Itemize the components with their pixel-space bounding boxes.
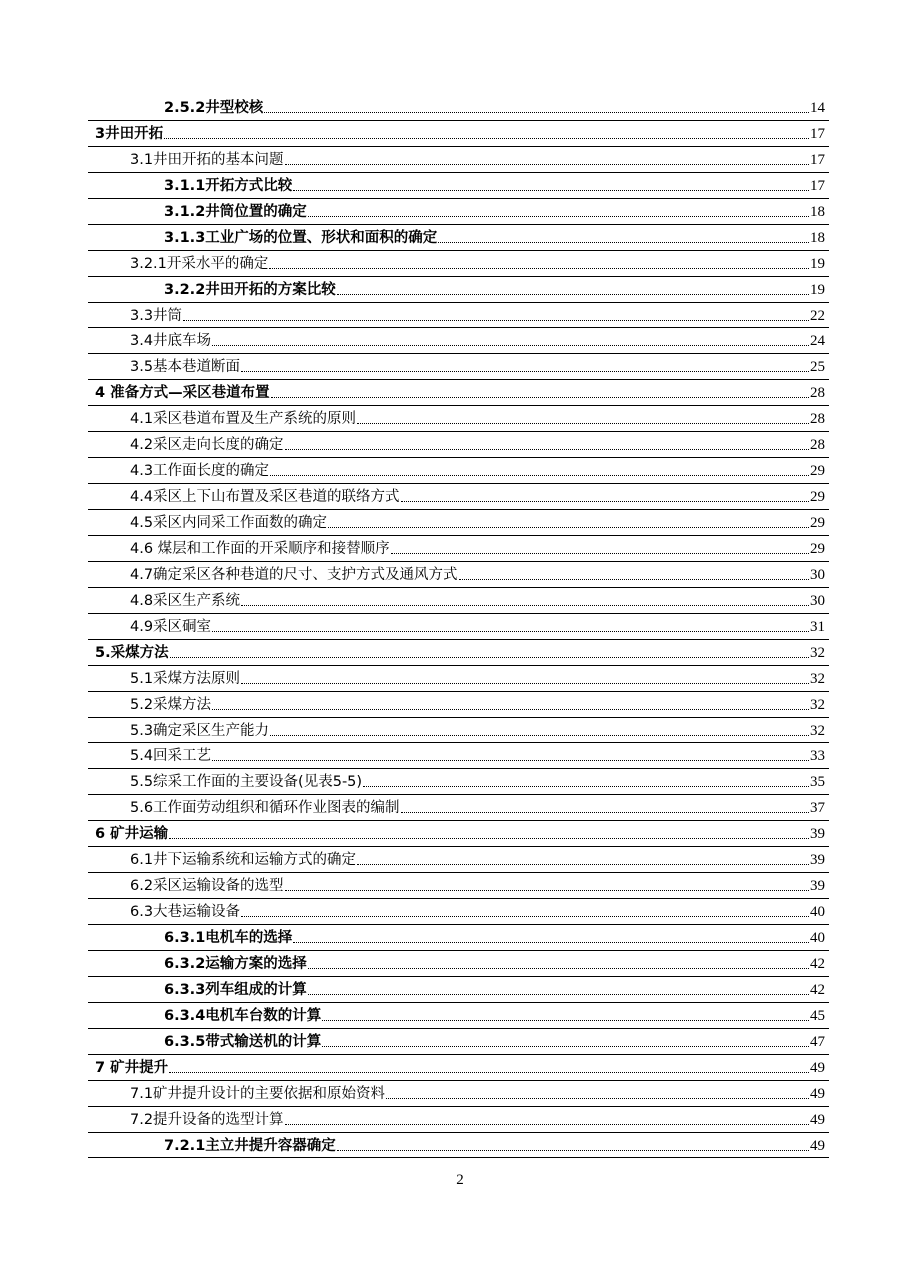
toc-entry-title: 5.1采煤方法原则 [130, 670, 241, 687]
toc-entry[interactable] [95, 124, 825, 144]
toc-row [0, 925, 920, 951]
toc-entry[interactable] [130, 150, 825, 170]
toc-entry-title: 4.5采区内同采工作面数的确定 [130, 515, 328, 531]
toc-row [0, 277, 920, 303]
toc-dot-leader [285, 890, 809, 891]
toc-row [0, 692, 920, 718]
toc-row [0, 251, 920, 277]
table-of-contents [0, 95, 920, 1158]
toc-entry-page: 29 [810, 489, 825, 506]
toc-entry-page: 29 [810, 515, 825, 531]
toc-entry[interactable] [130, 435, 825, 455]
toc-entry-title: 3.1.3工业广场的位置、形状和面积的确定 [164, 229, 438, 246]
toc-dot-leader [285, 449, 809, 450]
toc-entry-page: 33 [810, 748, 825, 765]
toc-row [0, 1003, 920, 1029]
toc-entry-title: 7.2.1主立井提升容器确定 [164, 1137, 336, 1154]
toc-entry-title: 2.5.2井型校核 [164, 100, 264, 116]
toc-row [0, 743, 920, 769]
toc-entry-page: 42 [810, 955, 825, 972]
toc-entry-title: 3.1井田开拓的基本问题 [130, 151, 284, 168]
toc-entry[interactable] [164, 1032, 825, 1052]
toc-entry[interactable] [130, 772, 825, 792]
toc-entry-title: 3.4井底车场 [130, 333, 212, 350]
page-number: 2 [456, 1172, 464, 1188]
toc-entry-title: 5.采煤方法 [95, 644, 169, 661]
toc-entry-page: 49 [810, 1111, 825, 1128]
toc-entry-title: 6.2采区运输设备的选型 [130, 878, 284, 895]
toc-entry-title: 6.3.4电机车台数的计算 [164, 1007, 322, 1024]
toc-dot-leader [285, 164, 809, 165]
toc-entry-page: 49 [810, 1085, 825, 1102]
toc-dot-leader [293, 942, 809, 943]
toc-entry-page: 40 [810, 930, 825, 946]
toc-entry-page: 39 [810, 852, 825, 869]
toc-dot-leader [169, 1072, 809, 1073]
toc-entry-page: 29 [810, 540, 825, 557]
toc-entry-page: 32 [810, 670, 825, 687]
toc-row [0, 1107, 920, 1133]
toc-entry-page: 17 [810, 125, 825, 142]
toc-entry-page: 39 [810, 826, 825, 843]
toc-entry[interactable] [130, 487, 825, 507]
toc-dot-leader [169, 838, 809, 839]
toc-entry-page: 32 [810, 696, 825, 713]
toc-row [0, 873, 920, 899]
toc-entry-page: 42 [810, 981, 825, 998]
toc-dot-leader [270, 735, 809, 736]
toc-entry-page: 32 [810, 722, 825, 739]
toc-entry-page: 28 [810, 411, 825, 428]
toc-dot-leader [401, 812, 809, 813]
toc-row [0, 769, 920, 795]
toc-entry[interactable] [95, 383, 825, 403]
toc-row [0, 899, 920, 925]
toc-entry[interactable] [130, 409, 825, 429]
toc-entry-title: 5.6工作面劳动组织和循环作业图表的编制 [130, 800, 400, 817]
toc-entry-title: 7 矿井提升 [95, 1059, 169, 1076]
toc-row [0, 588, 920, 614]
toc-row [0, 354, 920, 380]
toc-row [0, 458, 920, 484]
toc-entry-page: 17 [810, 151, 825, 168]
toc-dot-leader [401, 501, 809, 502]
toc-dot-leader [459, 579, 809, 580]
toc-entry[interactable] [130, 617, 825, 637]
toc-entry-title: 4.7确定采区各种巷道的尺寸、支护方式及通风方式 [130, 566, 458, 583]
toc-dot-leader [241, 916, 809, 917]
toc-entry-page: 14 [810, 100, 825, 116]
toc-dot-leader [308, 968, 809, 969]
toc-row [0, 795, 920, 821]
toc-entry-title: 4 准备方式—采区巷道布置 [95, 385, 270, 402]
toc-entry-page: 35 [810, 774, 825, 791]
toc-entry[interactable] [130, 1084, 825, 1104]
toc-entry[interactable] [130, 461, 825, 481]
toc-entry[interactable] [130, 695, 825, 715]
toc-entry-title: 3井田开拓 [95, 125, 164, 142]
toc-entry[interactable] [130, 669, 825, 689]
toc-entry-page: 17 [810, 177, 825, 194]
toc-row [0, 380, 920, 406]
toc-entry-page: 47 [810, 1033, 825, 1050]
toc-entry-page: 32 [810, 644, 825, 661]
toc-dot-leader [357, 423, 809, 424]
toc-row [0, 199, 920, 225]
toc-entry[interactable] [130, 539, 825, 559]
toc-entry-title: 4.9采区硐室 [130, 618, 212, 635]
toc-entry-title: 6.3.2运输方案的选择 [164, 955, 307, 972]
toc-row [0, 821, 920, 847]
toc-row [0, 95, 920, 121]
toc-dot-leader [212, 709, 809, 710]
toc-entry-page: 45 [810, 1007, 825, 1024]
toc-entry-page: 29 [810, 463, 825, 480]
toc-row [0, 432, 920, 458]
toc-entry-title: 4.2采区走向长度的确定 [130, 437, 284, 454]
toc-entry-title: 6.3大巷运输设备 [130, 904, 241, 921]
toc-entry-title: 3.2.2井田开拓的方案比较 [164, 281, 336, 298]
toc-entry[interactable] [164, 176, 825, 196]
toc-entry-page: 39 [810, 878, 825, 895]
toc-row [0, 225, 920, 251]
toc-entry-page: 49 [810, 1059, 825, 1076]
toc-entry-title: 4.6 煤层和工作面的开采顺序和接替顺序 [130, 540, 390, 557]
toc-row [0, 1029, 920, 1055]
toc-entry[interactable] [130, 902, 825, 922]
toc-entry-title: 4.8采区生产系统 [130, 592, 241, 609]
toc-entry[interactable] [164, 98, 825, 118]
toc-row [0, 562, 920, 588]
toc-dot-leader [337, 294, 809, 295]
table-row-rule [88, 1157, 829, 1158]
toc-entry-page: 37 [810, 800, 825, 817]
toc-dot-leader [391, 553, 809, 554]
toc-entry-title: 6.3.1电机车的选择 [164, 930, 293, 946]
toc-row [0, 1081, 920, 1107]
toc-entry[interactable] [164, 980, 825, 1000]
toc-entry-page: 18 [810, 203, 825, 220]
toc-entry-page: 28 [810, 437, 825, 454]
toc-entry-title: 3.3井筒 [130, 307, 183, 324]
toc-entry[interactable] [95, 1058, 825, 1078]
toc-dot-leader [357, 864, 809, 865]
toc-dot-leader [363, 786, 809, 787]
toc-entry[interactable] [164, 280, 825, 300]
toc-dot-leader [322, 1020, 809, 1021]
toc-entry-title: 4.3工作面长度的确定 [130, 463, 270, 480]
toc-entry-page: 31 [810, 618, 825, 635]
toc-dot-leader [183, 320, 809, 321]
toc-entry-title: 5.3确定采区生产能力 [130, 722, 270, 739]
toc-entry[interactable] [164, 928, 825, 948]
toc-dot-leader [322, 1046, 809, 1047]
toc-entry-title: 6 矿井运输 [95, 826, 169, 843]
toc-dot-leader [164, 138, 809, 139]
toc-entry-title: 3.5基本巷道断面 [130, 359, 241, 376]
toc-dot-leader [328, 527, 809, 528]
toc-entry-page: 49 [810, 1137, 825, 1154]
toc-row [0, 1055, 920, 1081]
toc-dot-leader [241, 605, 809, 606]
toc-dot-leader [308, 994, 809, 995]
toc-entry[interactable] [130, 1110, 825, 1130]
toc-entry[interactable] [130, 746, 825, 766]
toc-entry[interactable] [95, 643, 825, 663]
toc-entry-title: 5.4回采工艺 [130, 748, 212, 765]
toc-row [0, 614, 920, 640]
toc-entry[interactable] [130, 721, 825, 741]
toc-dot-leader [212, 760, 809, 761]
toc-dot-leader [212, 345, 809, 346]
toc-dot-leader [271, 397, 809, 398]
toc-dot-leader [293, 190, 809, 191]
toc-entry-page: 18 [810, 229, 825, 246]
toc-dot-leader [270, 475, 809, 476]
toc-entry-title: 5.5综采工作面的主要设备(见表5-5) [130, 774, 363, 791]
toc-entry-title: 7.2提升设备的选型计算 [130, 1111, 284, 1128]
toc-row [0, 718, 920, 744]
toc-entry-title: 4.1采区巷道布置及生产系统的原则 [130, 411, 357, 428]
toc-entry-title: 6.3.5带式输送机的计算 [164, 1033, 322, 1050]
toc-entry[interactable] [164, 1136, 825, 1156]
toc-entry-page: 19 [810, 281, 825, 298]
toc-dot-leader [285, 1124, 809, 1125]
toc-row [0, 666, 920, 692]
toc-row [0, 510, 920, 536]
toc-row [0, 1133, 920, 1159]
toc-row [0, 484, 920, 510]
toc-entry-title: 4.4采区上下山布置及采区巷道的联络方式 [130, 489, 400, 506]
toc-entry[interactable] [164, 954, 825, 974]
toc-entry-title: 7.1矿井提升设计的主要依据和原始资料 [130, 1085, 386, 1102]
toc-entry-title: 3.1.2井筒位置的确定 [164, 203, 307, 220]
toc-row [0, 977, 920, 1003]
toc-entry[interactable] [130, 254, 825, 274]
toc-entry[interactable] [130, 357, 825, 377]
toc-row [0, 173, 920, 199]
toc-row [0, 121, 920, 147]
toc-entry[interactable] [164, 1006, 825, 1026]
toc-entry[interactable] [130, 876, 825, 896]
toc-entry-page: 28 [810, 385, 825, 402]
toc-entry-page: 19 [810, 255, 825, 272]
toc-row [0, 536, 920, 562]
toc-dot-leader [386, 1098, 809, 1099]
toc-entry-page: 30 [810, 592, 825, 609]
toc-dot-leader [212, 631, 809, 632]
toc-entry[interactable] [164, 202, 825, 222]
toc-entry[interactable] [130, 565, 825, 585]
toc-row [0, 406, 920, 432]
toc-dot-leader [438, 242, 809, 243]
toc-entry-page: 25 [810, 359, 825, 376]
toc-row [0, 847, 920, 873]
toc-dot-leader [170, 657, 809, 658]
toc-row [0, 147, 920, 173]
toc-row [0, 328, 920, 354]
toc-entry[interactable] [130, 850, 825, 870]
toc-entry[interactable] [130, 331, 825, 351]
toc-entry-title: 5.2采煤方法 [130, 696, 212, 713]
toc-entry-title: 6.1井下运输系统和运输方式的确定 [130, 852, 357, 869]
toc-dot-leader [241, 371, 809, 372]
toc-entry[interactable] [164, 228, 825, 248]
toc-entry-page: 22 [810, 307, 825, 324]
toc-row [0, 951, 920, 977]
toc-entry-title: 3.1.1开拓方式比较 [164, 177, 293, 194]
toc-entry[interactable] [130, 591, 825, 611]
toc-dot-leader [308, 216, 809, 217]
toc-entry-page: 40 [810, 904, 825, 921]
toc-dot-leader [269, 268, 809, 269]
toc-entry[interactable] [130, 306, 825, 326]
toc-dot-leader [337, 1150, 809, 1151]
toc-entry-title: 3.2.1开采水平的确定 [130, 255, 269, 272]
toc-entry[interactable] [95, 824, 825, 844]
toc-row [0, 640, 920, 666]
toc-entry[interactable] [130, 798, 825, 818]
toc-dot-leader [241, 683, 809, 684]
toc-entry-page: 30 [810, 566, 825, 583]
toc-entry[interactable] [130, 513, 825, 533]
toc-row [0, 303, 920, 329]
toc-entry-page: 24 [810, 333, 825, 350]
toc-entry-title: 6.3.3列车组成的计算 [164, 981, 307, 998]
toc-dot-leader [264, 112, 809, 113]
